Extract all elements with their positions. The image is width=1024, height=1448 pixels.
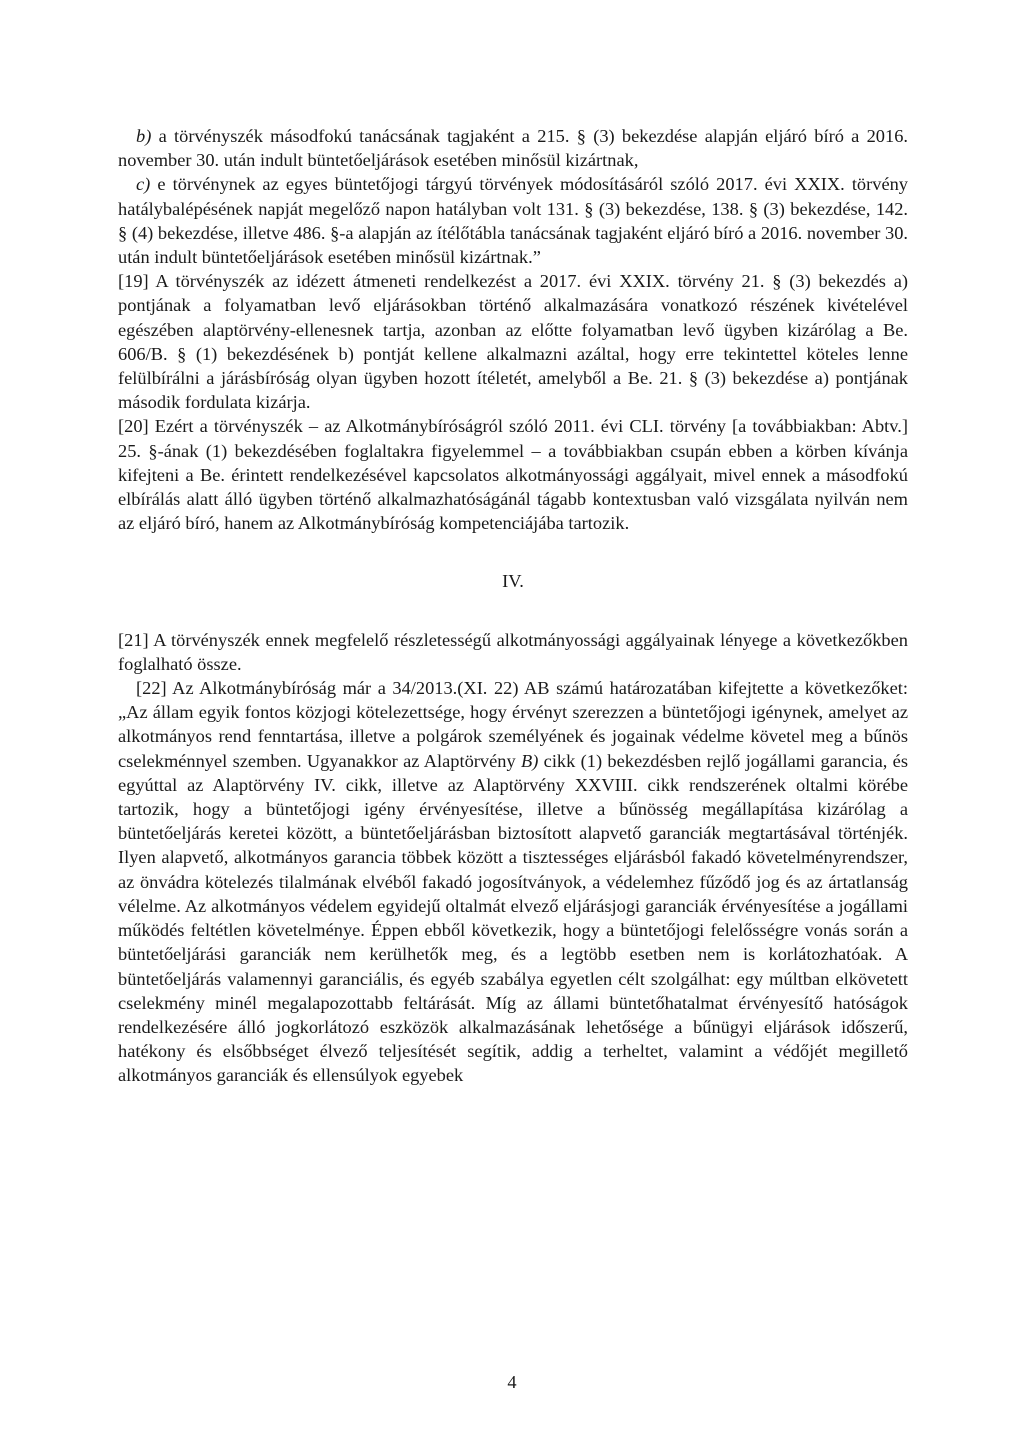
paragraph-22-text-b: cikk (1) bekezdésben rejlő jogállami garancia, és egyúttal az Alaptörvény IV. cikk, illetve az Alaptörvény XXVIII. cikk rendszerének oltalmi körébe tartozik, hogy a büntetőjogi igény érvényesítése, illetve a bűnösség megállapítása kizárólag a büntetőeljárás keretei között, a büntetőeljárásban biztosított alapvető garanciák megtartásával történjék. Ilyen alapvető, alkotmányos garancia többek között a tisztességes eljárásból fakadó követelményrendszer, az önvádra kötelezés tilalmának elvéből fakadó jogosítványok, a védelemhez fűződő jog és az ártatlanság vélelme. Az alkotmányos védelem egyidejű oltalmát elvező eljárásjogi garanciák érvényesítése a jogállami működés feltétlen követelménye. Éppen ebből következik, hogy a büntetőjogi felelősségre vonás során a büntetőeljárási garanciák nem kerülhetők meg, és a legtöbb esetben nem is korlátozhatóak. A büntetőeljárás valamennyi garanciális, és egyéb szabálya egyetlen célt szolgálhat: egy múltban elkövetett cselekmény minél megalapozottabb feltárását. Míg az állami büntetőhatalmat érvényesítő hatóságok rendelkezésére álló jogkorlátozó eszközök alkalmazásának lehetősége a bűnügyi eljárások időszerű, hatékony és elsőbbséget élvező teljesítését segítik, addig a terheltet, valamint a védőjét megillető alkotmányos garanciák és ellensúlyok egyebek: [118, 750, 908, 1086]
paragraph-22-text-a: [22] Az Alkotmánybíróság már a 34/2013.(XI. 22) AB számú határozatában kifejtette a következőket: „Az állam egyik fontos közjogi kötelezettsége, hogy érvényt szerezzen a büntetőjogi igénynek, amelyet az alkotmányos rend fenntartása, illetve a polgárok személyének és jogainak védelme követel meg a bűnös cselekménnyel szemben. Ugyanakkor az Alaptörvény: [118, 678, 908, 771]
section-heading: IV.: [502, 571, 524, 592]
paragraph-b: [118, 124, 908, 172]
paragraph-21: [21] A törvényszék ennek megfelelő részletességű alkotmányossági aggályainak lényege a következőkben foglalható össze.: [118, 629, 908, 674]
paragraph-20: [20] Ezért a törvényszék – az Alkotmánybíróságról szóló 2011. évi CLI. törvény [a továbbiakban: Abtv.] 25. §-ának (1) bekezdésében foglaltakra figyelemmel – a továbbiakban csupán ebben a körben kívánja kifejteni a Be. érintett rendelkezésével kapcsolatos alkotmányossági aggályait, mivel ennek a másodfokú elbírálás alatt álló ügyben történő alkalmazhatóságánál tágabb kontextusban való vizsgálata nyilván nem az eljáró bíró, hanem az Alkotmánybíróság kompetenciájába tartozik.: [118, 416, 908, 534]
paragraph-19: [19] A törvényszék az idézett átmeneti rendelkezést a 2017. évi XXIX. törvény 21. § (3) bekezdés a) pontjának a folyamatban levő eljárásokban történő alkalmazására vonatkozó részének kivételével egészében alaptörvény-ellenesnek tartja, azonban az előtte folyamatban levő ügyben kizárólag a Be. 606/B. § (1) bekezdésének b) pontját kellene alkalmazni azáltal, hogy erre tekintettel köteles lenne felülbírálni a járásbíróság olyan ügyben hozott ítéletét, amelyből a Be. 21. § (3) bekezdése a) pontjának második fordulata kizárja.: [118, 271, 908, 413]
document-page: [118, 124, 908, 1088]
italic-reference: B): [520, 750, 539, 771]
page-number: 4: [507, 1372, 517, 1392]
list-marker-b: b): [136, 126, 152, 146]
paragraph-22: [118, 676, 908, 1087]
paragraph-b-text: a törvényszék másodfokú tanácsának tagjaként a 215. § (3) bekezdése alapján eljáró bíró a 2016. november 30. után indult büntetőeljárások esetében minősül kizártnak,: [118, 126, 908, 171]
paragraph-c: [118, 172, 908, 269]
list-marker-c: c): [136, 174, 151, 195]
paragraph-c-text: e törvénynek az egyes büntetőjogi tárgyú törvények módosításáról szóló 2017. évi XXIX. törvény hatálybalépésének napját megelőző napon hatályban volt 131. § (3) bekezdése, 138. § (3) bekezdése, 142. § (4) bekezdése, illetve 486. §-a alapján az ítélőtábla tanácsának tagjaként eljáró bíró a 2016. november 30. után indult büntetőeljárások esetében minősül kizártnak.”: [118, 174, 908, 268]
